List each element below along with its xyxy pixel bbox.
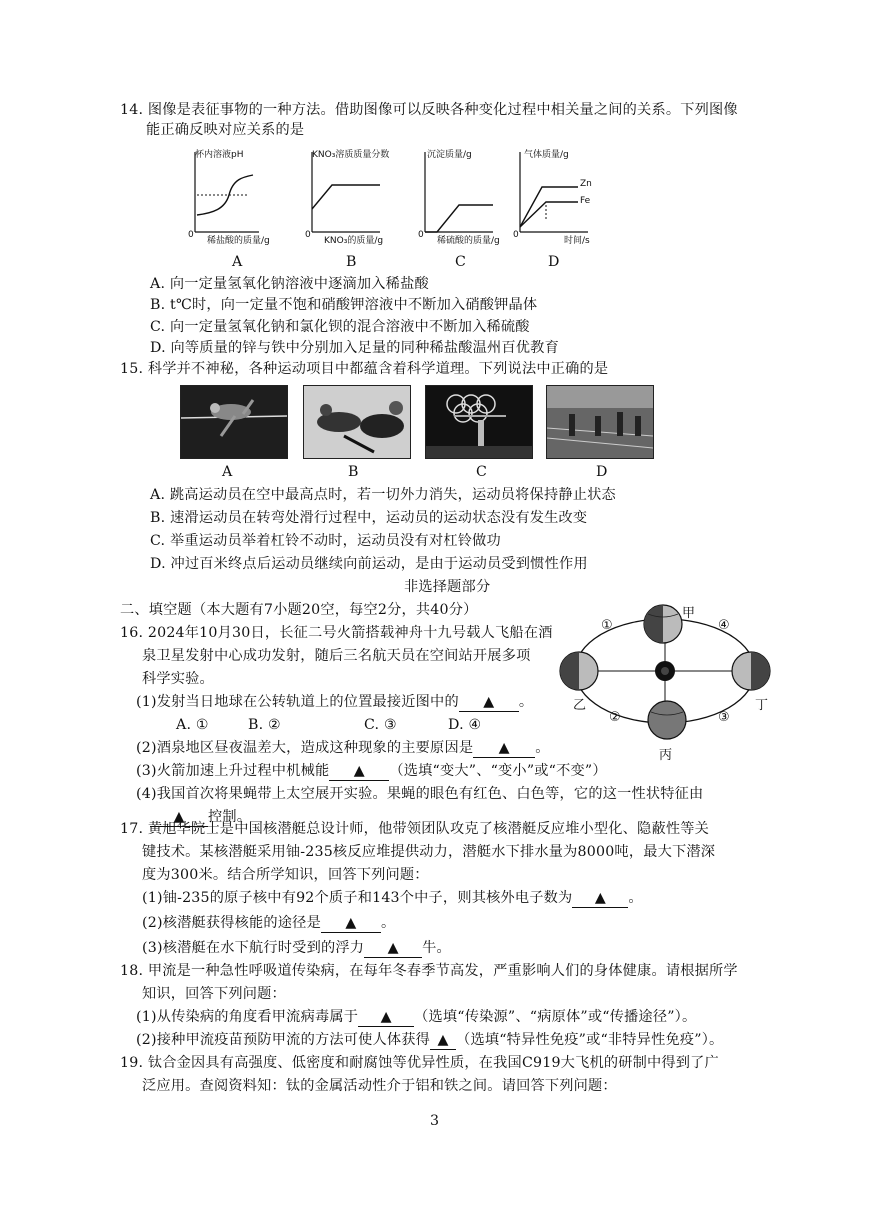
q14-graph-d-letter: D — [548, 254, 560, 270]
graph-c-plot — [413, 147, 523, 247]
earth-orbit-diagram — [555, 598, 785, 778]
q17-stem-line3: 度为300米。结合所学知识，回答下列问题： — [142, 867, 429, 883]
q17-sub3-unit: 牛。 — [422, 940, 451, 956]
q16-sub3-text: (3)火箭加速上升过程中机械能 — [136, 763, 330, 779]
q16-sub3 — [136, 762, 607, 781]
q15-stem: 15. 科学并不神秘，各种运动项目中都蕴含着科学道理。下列说法中正确的是 — [120, 361, 609, 377]
q16-sub2-period: 。 — [535, 740, 550, 756]
section-heading: 二、填空题（本大题有7小题20空，每空2分，共40分） — [120, 602, 478, 618]
orbit-label-1: ① — [601, 618, 613, 633]
q14-stem-line1: 14. 图像是表征事物的一种方法。借助图像可以反映各种变化过程中相关量之间的关系。下列图像 — [120, 102, 738, 118]
orbit-label-ding: 丁 — [755, 698, 769, 713]
orbit-label-yi: 乙 — [573, 698, 587, 713]
blank-mark: ▲ — [387, 940, 399, 956]
q15-option-c: C. 举重运动员举着杠铃不动时，运动员没有对杠铃做功 — [150, 533, 501, 549]
q14-graph-b — [300, 147, 410, 247]
photo-weightlifting — [425, 385, 533, 459]
orbit-label-2: ② — [609, 710, 621, 725]
q18-sub2-text: (2)接种甲流疫苗预防甲流的方法可使人体获得 — [136, 1032, 431, 1048]
q16-sub2-text: (2)酒泉地区昼夜温差大，造成这种现象的主要原因是 — [136, 740, 474, 756]
graph-d-plot — [508, 147, 618, 247]
q14-graph-b-letter: B — [346, 254, 357, 270]
q16-sub2 — [136, 739, 550, 758]
q19-stem-line1: 19. 钛合金因具有高强度、低密度和耐腐蚀等优异性质，在我国C919大飞机的研制中得到了广 — [120, 1055, 719, 1071]
graph-b-plot — [300, 147, 410, 247]
q16-sub4-end: 控制。 — [208, 809, 252, 825]
orbit-label-4: ④ — [718, 618, 730, 633]
graph-a-origin: 0 — [188, 230, 194, 240]
q14-graph-a — [183, 147, 293, 247]
graph-c-xlabel: 稀硫酸的质量/g — [437, 236, 500, 246]
q15-photo-letter-b: B — [348, 464, 359, 480]
q17-sub1-answer-blank[interactable] — [572, 889, 628, 908]
q17-stem-line2: 键技术。某核潜艇采用铀-235核反应堆提供动力，潜艇水下排水量为8000吨，最大下潜深 — [142, 844, 716, 860]
graph-a-plot — [183, 147, 293, 247]
q16-sub3-answer-blank[interactable] — [329, 762, 389, 781]
q16-sub1-period: 。 — [518, 694, 534, 710]
graph-c-origin: 0 — [418, 230, 424, 240]
q14-option-d: D. 向等质量的锌与铁中分别加入足量的同种稀盐酸温州百优教育 — [150, 340, 559, 356]
q17-sub1-period: 。 — [628, 890, 643, 906]
graph-d-fe-label: Fe — [580, 196, 591, 206]
sprint-image — [547, 386, 653, 458]
q14-graph-a-letter: A — [232, 254, 243, 270]
q14-option-a: A. 向一定量氢氧化钠溶液中逐滴加入稀盐酸 — [150, 276, 429, 292]
q18-stem-line1: 18. 甲流是一种急性呼吸道传染病，在每年冬春季节高发，严重影响人们的身体健康。请根据所学 — [120, 963, 738, 979]
blank-mark: ▲ — [173, 809, 185, 825]
q16-choice-a: A. ① — [176, 717, 209, 733]
q14-stem-line2: 能正确反映对应关系的是 — [146, 122, 305, 138]
q15-option-a: A. 跳高运动员在空中最高点时，若一切外力消失，运动员将保持静止状态 — [150, 487, 616, 503]
q15-option-b: B. 速滑运动员在转弯处滑行过程中，运动员的运动状态没有发生改变 — [150, 510, 588, 526]
q16-sub1-answer-blank[interactable] — [459, 693, 519, 712]
graph-b-ylabel: KNO₃溶质质量分数 — [312, 150, 390, 160]
q15-photo-letter-a: A — [222, 464, 233, 480]
q14-option-b: B. t℃时，向一定量不饱和硝酸钾溶液中不断加入硝酸钾晶体 — [150, 297, 538, 313]
q17-sub2 — [142, 914, 395, 933]
blank-mark: ▲ — [345, 915, 357, 931]
orbit-label-3: ③ — [718, 710, 730, 725]
weightlifting-image — [426, 386, 532, 458]
section-title: 非选择题部分 — [404, 579, 491, 595]
graph-a-xlabel: 稀盐酸的质量/g — [207, 236, 270, 246]
graph-b-origin: 0 — [305, 230, 311, 240]
blank-mark: ▲ — [594, 890, 606, 906]
blank-mark: ▲ — [437, 1032, 449, 1048]
q17-sub2-answer-blank[interactable] — [321, 914, 381, 933]
page-number: 3 — [430, 1113, 440, 1129]
q17-sub3-answer-blank[interactable] — [364, 939, 422, 958]
graph-d-xlabel: 时间/s — [564, 236, 590, 246]
q15-photo-letter-d: D — [596, 464, 608, 480]
graph-b-xlabel: KNO₃的质量/g — [324, 236, 384, 246]
q17-stem-line1: 17. 黄旭华院士是中国核潜艇总设计师，他带领团队攻克了核潜艇反应堆小型化、隐蔽性等关 — [120, 821, 709, 837]
q17-sub1-text: (1)铀-235的原子核中有92个质子和143个中子，则其核外电子数为 — [142, 890, 573, 906]
q17-sub1 — [142, 889, 643, 908]
q17-sub3-text: (3)核潜艇在水下航行时受到的浮力 — [142, 940, 365, 956]
graph-d-origin: 0 — [513, 230, 519, 240]
q18-sub2-answer-blank[interactable] — [430, 1031, 456, 1050]
q16-sub1 — [136, 693, 533, 712]
q14-option-c: C. 向一定量氢氧化钠和氯化钡的混合溶液中不断加入稀硫酸 — [150, 319, 530, 335]
q16-sub3-hint: （选填“变大”、“变小”或“不变”） — [389, 763, 607, 779]
blank-mark: ▲ — [380, 1009, 392, 1025]
q16-stem-line3: 科学实验。 — [142, 671, 214, 687]
q15-option-d: D. 冲过百米终点后运动员继续向前运动，是由于运动员受到惯性作用 — [150, 556, 588, 572]
q17-sub2-period: 。 — [380, 915, 396, 931]
blank-mark: ▲ — [353, 763, 365, 779]
q16-sub2-answer-blank[interactable] — [473, 739, 535, 758]
q18-sub1-answer-blank[interactable] — [358, 1008, 414, 1027]
speed-skating-image — [304, 386, 410, 458]
graph-a-ylabel: 杯内溶液pH — [195, 150, 244, 160]
q16-choice-d: D. ④ — [448, 717, 482, 733]
photo-high-jump — [180, 385, 288, 459]
q19-stem-line2: 泛应用。查阅资料知：钛的金属活动性介于铝和铁之间。请回答下列问题： — [142, 1078, 617, 1094]
graph-d-zn-label: Zn — [580, 179, 592, 189]
q16-stem-line1: 16. 2024年10月30日，长征二号火箭搭载神舟十九号载人飞船在酒 — [120, 625, 553, 641]
q16-stem-line2: 泉卫星发射中心成功发射，随后三名航天员在空间站开展多项 — [142, 648, 531, 664]
high-jump-image — [181, 386, 287, 458]
photo-sprint — [546, 385, 654, 459]
q16-sub4: (4)我国首次将果蝇带上太空展开实验。果蝇的眼色有红色、白色等，它的这一性状特征由 — [136, 786, 704, 802]
q17-sub3 — [142, 939, 451, 958]
q18-sub2-hint: （选填“特异性免疫”或“非特异性免疫”）。 — [456, 1032, 724, 1048]
orbit-label-jia: 甲 — [682, 606, 696, 621]
q14-graph-c — [413, 147, 523, 247]
orbit-label-bing: 丙 — [659, 748, 673, 763]
q18-sub2 — [136, 1031, 723, 1050]
graph-c-ylabel: 沉淀质量/g — [427, 150, 472, 160]
q18-sub1-hint: （选填“传染源”、“病原体”或“传播途径”）。 — [414, 1009, 697, 1025]
blank-mark: ▲ — [483, 694, 495, 710]
q16-choice-b: B. ② — [248, 717, 281, 733]
photo-speed-skating — [303, 385, 411, 459]
graph-d-ylabel: 气体质量/g — [524, 150, 569, 160]
q18-stem-line2: 知识，回答下列问题： — [142, 986, 286, 1002]
q18-sub1 — [136, 1008, 696, 1027]
q15-photo-letter-c: C — [476, 464, 488, 480]
q14-graph-c-letter: C — [455, 254, 467, 270]
q14-graph-d — [508, 147, 618, 247]
blank-mark: ▲ — [498, 740, 510, 756]
q18-sub1-text: (1)从传染病的角度看甲流病毒属于 — [136, 1009, 359, 1025]
q16-sub1-text: (1)发射当日地球在公转轨道上的位置最接近图中的 — [136, 694, 459, 710]
q17-sub2-text: (2)核潜艇获得核能的途径是 — [142, 915, 321, 931]
q16-choice-c: C. ③ — [364, 717, 397, 733]
